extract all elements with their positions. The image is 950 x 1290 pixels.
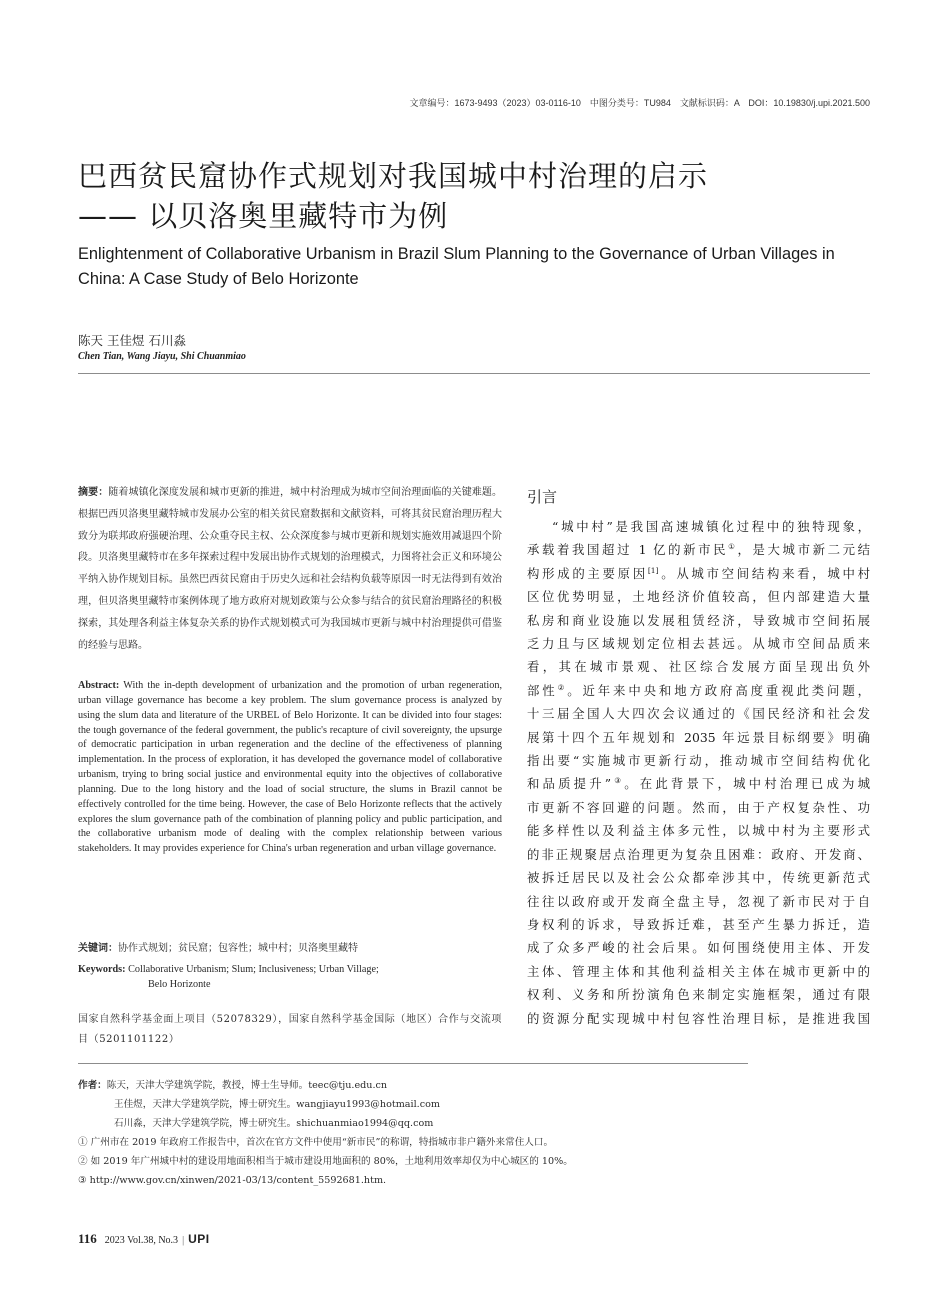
abstract-en-text: With the in-depth development of urbanization and the promotion of urban regeneration, urban village governance has become a key problem. The slum governance process is analyzed by using the slum data and literature of the URBEL of Belo Horizonte. It can be divided into four stages: the tough governance of the federal government, the public's recapture of civil sovereignty, the upsurge of democratic participation in urban regeneration and the decline of the effectiveness of planning implementation. In the process of exploration, it has developed the governance model of collaborative urbanism, trying to bring social justice and environmental equity into the objectives of collaborative planning. Due to the long history and the load of social structure, the slums in Brazil cannot be effectively controlled for the time being. However, the case of Belo Horizonte reflects that the actively explores the slum governance path of the combination of planning policy and public participation, and the collaborative urbanism mode of dealing with the complex relationship between various stakeholders. It may provides experience for China's urban regeneration and urban village governance. [78,680,502,855]
keywords-en-line1: Collaborative Urbanism; Slum; Inclusiveness; Urban Village; [128,964,379,975]
body-line: 身权利的诉求，导致拆迁难，甚至产生暴力拆迁，造 [527,916,870,932]
body-line: 市更新不容回避的问题。然而，由于产权复杂性、功 [527,799,870,815]
body-line: 私房和商业设施以发展租赁经济，导致城市空间拓展 [527,612,870,628]
keywords-zh-text: 协作式规划；贫民窟；包容性；城中村；贝洛奥里藏特 [118,943,358,954]
article-meta-line: 文章编号：1673-9493（2023）03-0116-10 中图分类号：TU984 文献标识码：A DOI：10.19830/j.upi.2021.500 [409,98,870,108]
footnote-ref[interactable]: ② [557,682,568,692]
title-zh-line2: —— 以贝洛奥里藏特市为例 [78,199,449,233]
body-line: 看，其在城市景观、社区综合发展方面呈现出负外 [527,659,870,675]
body-line: 能多样性以及利益主体多元性，以城中村为主要形式 [527,823,870,839]
body-line: 权利、义务和所扮演角色来制定实施框架，通过有限 [527,987,870,1003]
footnote-ref[interactable]: ③ [611,776,625,786]
abstract-chinese [78,482,502,656]
body-line: 往往以政府或开发商全盘主导，忽视了新市民对于自 [527,893,870,909]
journal-logo: UPI [188,1232,210,1246]
section-heading-intro: 引言 [527,488,558,506]
intro-body [527,515,870,1030]
page-folio [78,1231,210,1247]
title-english: Enlightenment of Collaborative Urbanism in Brazil Slum Planning to the Governance of Urban Villages in China: A Case Study of Belo Horizonte [78,245,835,288]
abstract-en-label: Abstract: [78,680,120,691]
footnote-2: ② 如 2019 年广州城中村的建设用地面积相当于城市建设用地面积的 80%，土地利用效率却仅为中心城区的 10%。 [78,1156,573,1167]
issue-info: 2023 Vol.38, No.3 [104,1235,179,1246]
body-line: 的非正规聚居点治理更为复杂且困难：政府、开发商、 [527,846,870,862]
author-info-1: 陈天，天津大学建筑学院，教授，博士生导师。teec@tju.edu.cn [106,1080,388,1091]
body-line: 成了众多严峻的社会后果。如何围绕使用主体、开发 [527,940,870,956]
body-line: 乏力且与区域规划定位相去甚远。从城市空间品质来 [527,636,870,652]
keywords-english [78,962,502,992]
keywords-en-line2: Belo Horizonte [148,979,211,990]
footnote-1: ① 广州市在 2019 年政府工作报告中，首次在官方文件中使用“新市民”的称谓，特指城市非户籍外来常住人口。 [78,1137,554,1148]
body-line: 展第十四个五年规划和 2035 年远景目标纲要》明确 [527,729,870,745]
body-line: 承载着我国超过 1 亿的新市民①，是大城市新二元结 [527,542,871,558]
author-info [78,1076,440,1133]
funding-note: 国家自然科学基金面上项目（52078329），国家自然科学基金国际（地区）合作与交流项目（5201101122） [78,1014,502,1045]
body-line: 主体、管理主体和其他利益相关主体在城市更新中的 [527,963,870,979]
abstract-english [78,679,502,857]
body-line: 的资源分配实现城中村包容性治理目标，是推进我国 [527,1010,870,1026]
footnote-divider [78,1063,748,1064]
footnote-ref[interactable]: ① [728,542,738,552]
author-info-2: 王佳煜，天津大学建筑学院，博士研究生。wangjiayu1993@hotmail.com [114,1099,440,1110]
folio-separator: | [182,1235,185,1246]
title-chinese [78,156,878,236]
page-number: 116 [78,1231,97,1246]
footnote-3[interactable]: ③ http://www.gov.cn/xinwen/2021-03/13/content_5592681.htm. [78,1175,387,1186]
author-info-label: 作者： [78,1080,107,1091]
keywords-en-label: Keywords: [78,964,126,975]
body-line: 十三届全国人大四次会议通过的《国民经济和社会发 [527,706,870,722]
author-info-3: 石川淼，天津大学建筑学院，博士研究生。shichuanmiao1994@qq.com [114,1118,434,1129]
body-line: 构形成的主要原因[1]。从城市空间结构来看，城中村 [527,565,871,581]
authors-chinese: 陈天 王佳煜 石川淼 [78,333,186,348]
footnotes [78,1133,573,1190]
body-line: 和品质提升”③。在此背景下，城中村治理已成为城 [527,776,870,792]
abstract-zh-text: 随着城镇化深度发展和城市更新的推进，城中村治理成为城市空间治理面临的关键难题。根据巴西贝洛奥里藏特城市发展办公室的相关贫民窟数据和文献资料，可将其贫民窟治理历程大致分为联邦政府强硬治理、公众重夺民主权、公众深度参与城市更新和规划实施效用减退四个阶段。贝洛奥里藏特市在多年探索过程中发展出协作式规划的治理模式，力图将社会正义和环境公平纳入协作规划目标。虽然巴西贫民窟由于历史久远和社会结构负载等原因一时无法得到有效治理，但贝洛奥里藏特市案例体现了地方政府对规划政策与公众参与结合的贫民窟治理路径的积极探索，其处理各利益主体复杂关系的协作式规划模式可为我国城市更新与城中村治理提供可借鉴的经验与思路。 [78,487,503,651]
authors-english: Chen Tian, Wang Jiayu, Shi Chuanmiao [78,351,246,362]
citation-ref[interactable]: [1] [647,565,659,575]
body-line: “城中村”是我国高速城镇化过程中的独特现象， [552,519,870,534]
body-line: 部性②。近年来中央和地方政府高度重视此类问题， [527,682,871,698]
title-zh-line1: 巴西贫民窟协作式规划对我国城中村治理的启示 [78,159,709,193]
keywords-chinese [78,939,502,954]
body-line: 指出要“实施城市更新行动，推动城市空间结构优化 [527,753,870,769]
abstract-zh-label: 摘要： [78,487,109,498]
body-line: 区位优势明显，土地经济价值较高，但内部建造大量 [527,589,870,605]
keywords-zh-label: 关键词： [78,943,118,954]
header-divider [78,373,870,374]
body-line: 被拆迁居民以及社会公众都牵涉其中，传统更新范式 [527,870,870,886]
